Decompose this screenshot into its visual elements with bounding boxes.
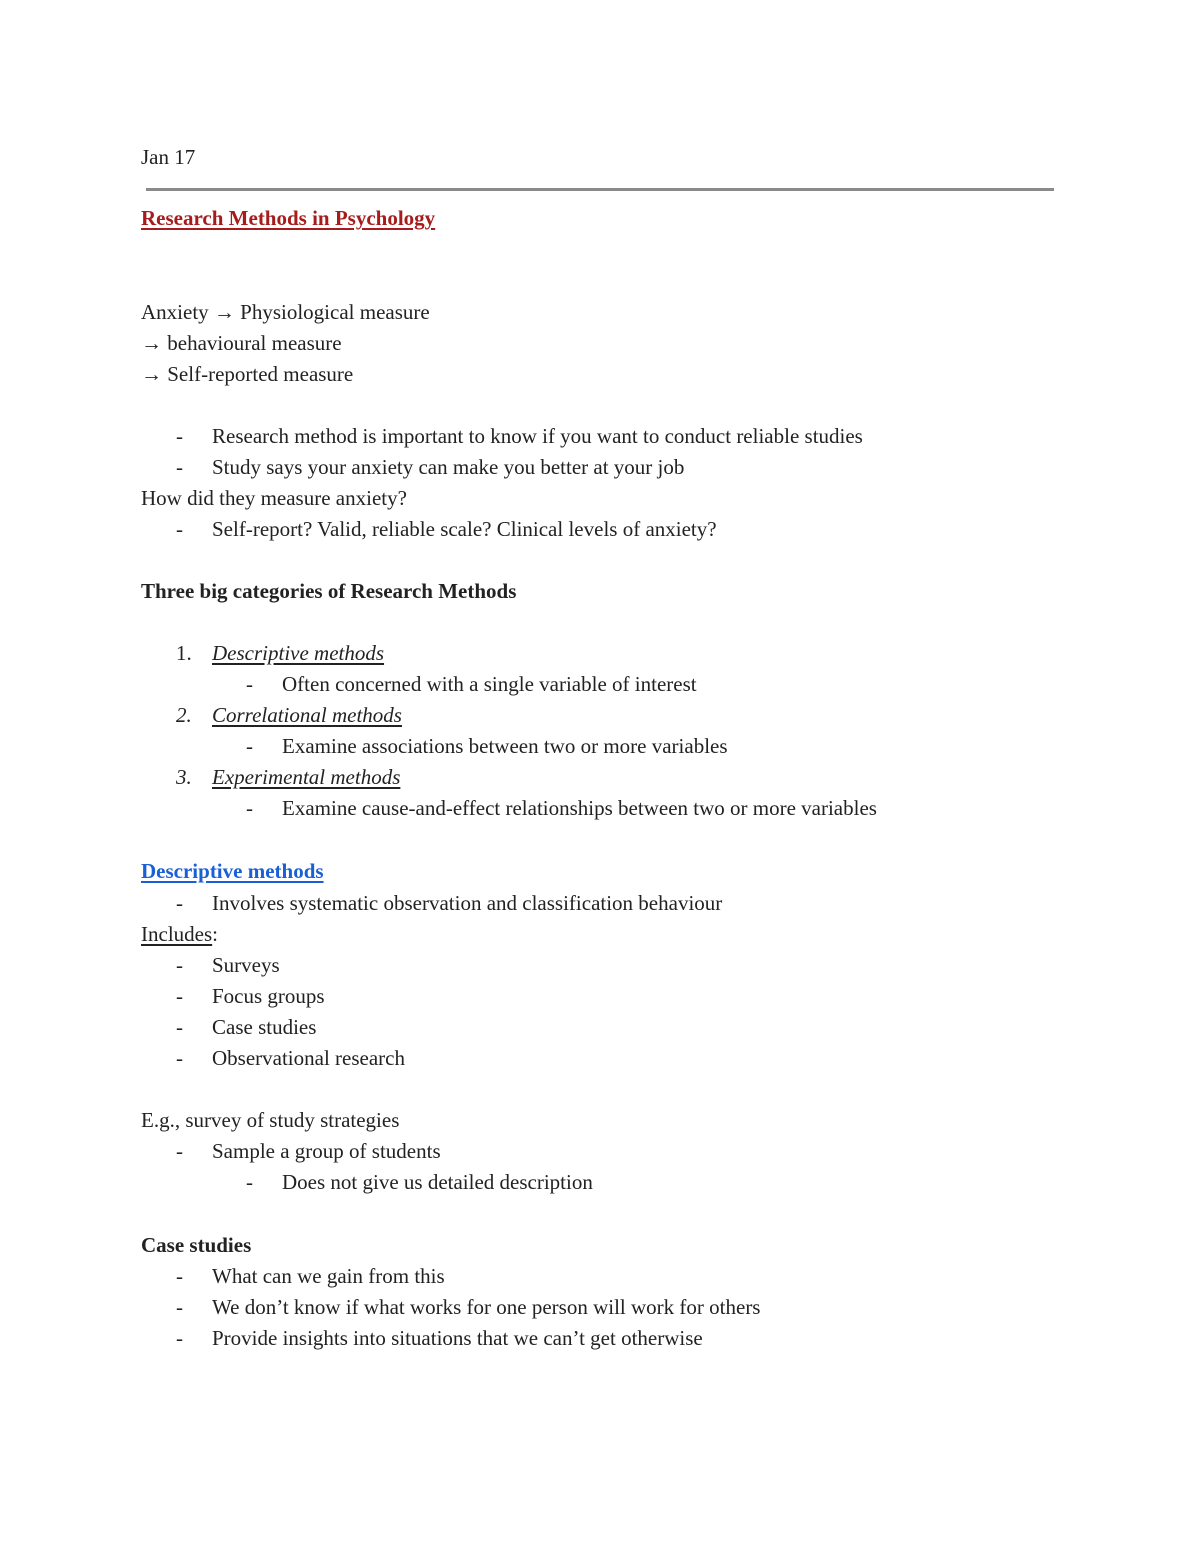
anxiety-line-1: Anxiety → Physiological measure: [141, 300, 430, 324]
list-item-text: Surveys: [212, 953, 280, 977]
bullet-dash: -: [176, 891, 183, 915]
includes-colon: :: [212, 922, 218, 946]
bullet-dash: -: [176, 424, 183, 448]
page-title: Research Methods in Psychology: [141, 206, 436, 230]
bullet-dash: -: [176, 1139, 183, 1163]
list-item: [176, 1014, 316, 1040]
list-item: [176, 516, 717, 542]
date-text: Jan 17: [141, 145, 196, 169]
bullet-dash: -: [176, 1295, 183, 1319]
numbered-item: [176, 640, 384, 666]
list-item: [176, 1263, 445, 1289]
list-item: [246, 671, 697, 697]
list-item: [246, 1169, 593, 1195]
question-text: How did they measure anxiety?: [141, 486, 407, 510]
list-item-text: Self-report? Valid, reliable scale? Clinical levels of anxiety?: [212, 517, 717, 541]
bullet-dash: -: [246, 672, 253, 696]
bullet-dash: -: [176, 1015, 183, 1039]
bullet-dash: -: [176, 517, 183, 541]
bullet-dash: -: [176, 953, 183, 977]
list-item: [246, 795, 877, 821]
list-item-text: Observational research: [212, 1046, 405, 1070]
bullet-dash: -: [176, 1264, 183, 1288]
includes-label-text: Includes: [141, 922, 213, 946]
includes-label: [141, 921, 218, 947]
list-item-text: Involves systematic observation and classification behaviour: [212, 891, 723, 915]
list-item: [176, 454, 684, 480]
anxiety-line-3: → Self-reported measure: [141, 362, 354, 386]
list-item-text: Provide insights into situations that we can’t get otherwise: [212, 1326, 703, 1350]
list-item: [176, 952, 280, 978]
example-text: E.g., survey of study strategies: [141, 1108, 400, 1132]
list-item-text: Research method is important to know if you want to conduct reliable studies: [212, 424, 863, 448]
list-item-text: Case studies: [212, 1015, 317, 1039]
item-number: 3.: [176, 765, 192, 789]
item-number: 2.: [176, 703, 192, 727]
list-item-text: Focus groups: [212, 984, 325, 1008]
bullet-dash: -: [246, 1170, 253, 1194]
item-label: Correlational methods: [212, 703, 402, 727]
list-item-text: What can we gain from this: [212, 1264, 445, 1288]
list-item: [176, 1325, 703, 1351]
numbered-item: [176, 764, 400, 790]
item-label: Descriptive methods: [212, 641, 385, 665]
list-item-text: We don’t know if what works for one person will work for others: [212, 1295, 761, 1319]
bullet-dash: -: [246, 734, 253, 758]
list-item-text: Study says your anxiety can make you better at your job: [212, 455, 685, 479]
bullet-dash: -: [176, 455, 183, 479]
bullet-dash: -: [176, 1046, 183, 1070]
list-item: [246, 733, 728, 759]
list-item: [176, 423, 863, 449]
list-item-text: Examine associations between two or more variables: [282, 734, 728, 758]
anxiety-line-2: → behavioural measure: [141, 331, 342, 355]
bullet-dash: -: [246, 796, 253, 820]
list-item: [176, 1138, 441, 1164]
section-heading-categories: Three big categories of Research Methods: [141, 579, 517, 603]
item-number: 1.: [176, 641, 192, 665]
list-item: [176, 1045, 405, 1071]
bullet-dash: -: [176, 1326, 183, 1350]
list-item: [176, 890, 722, 916]
list-item: [176, 1294, 760, 1320]
section-heading-descriptive: Descriptive methods: [141, 859, 324, 883]
list-item: [176, 983, 325, 1009]
list-item-text: Examine cause-and-effect relationships between two or more variables: [282, 796, 877, 820]
item-label: Experimental methods: [212, 765, 401, 789]
section-heading-case-studies: Case studies: [141, 1233, 252, 1257]
numbered-item: [176, 702, 402, 728]
list-item-text: Often concerned with a single variable of interest: [282, 672, 697, 696]
horizontal-divider: [146, 188, 1054, 191]
list-item-text: Does not give us detailed description: [282, 1170, 593, 1194]
list-item-text: Sample a group of students: [212, 1139, 441, 1163]
bullet-dash: -: [176, 984, 183, 1008]
